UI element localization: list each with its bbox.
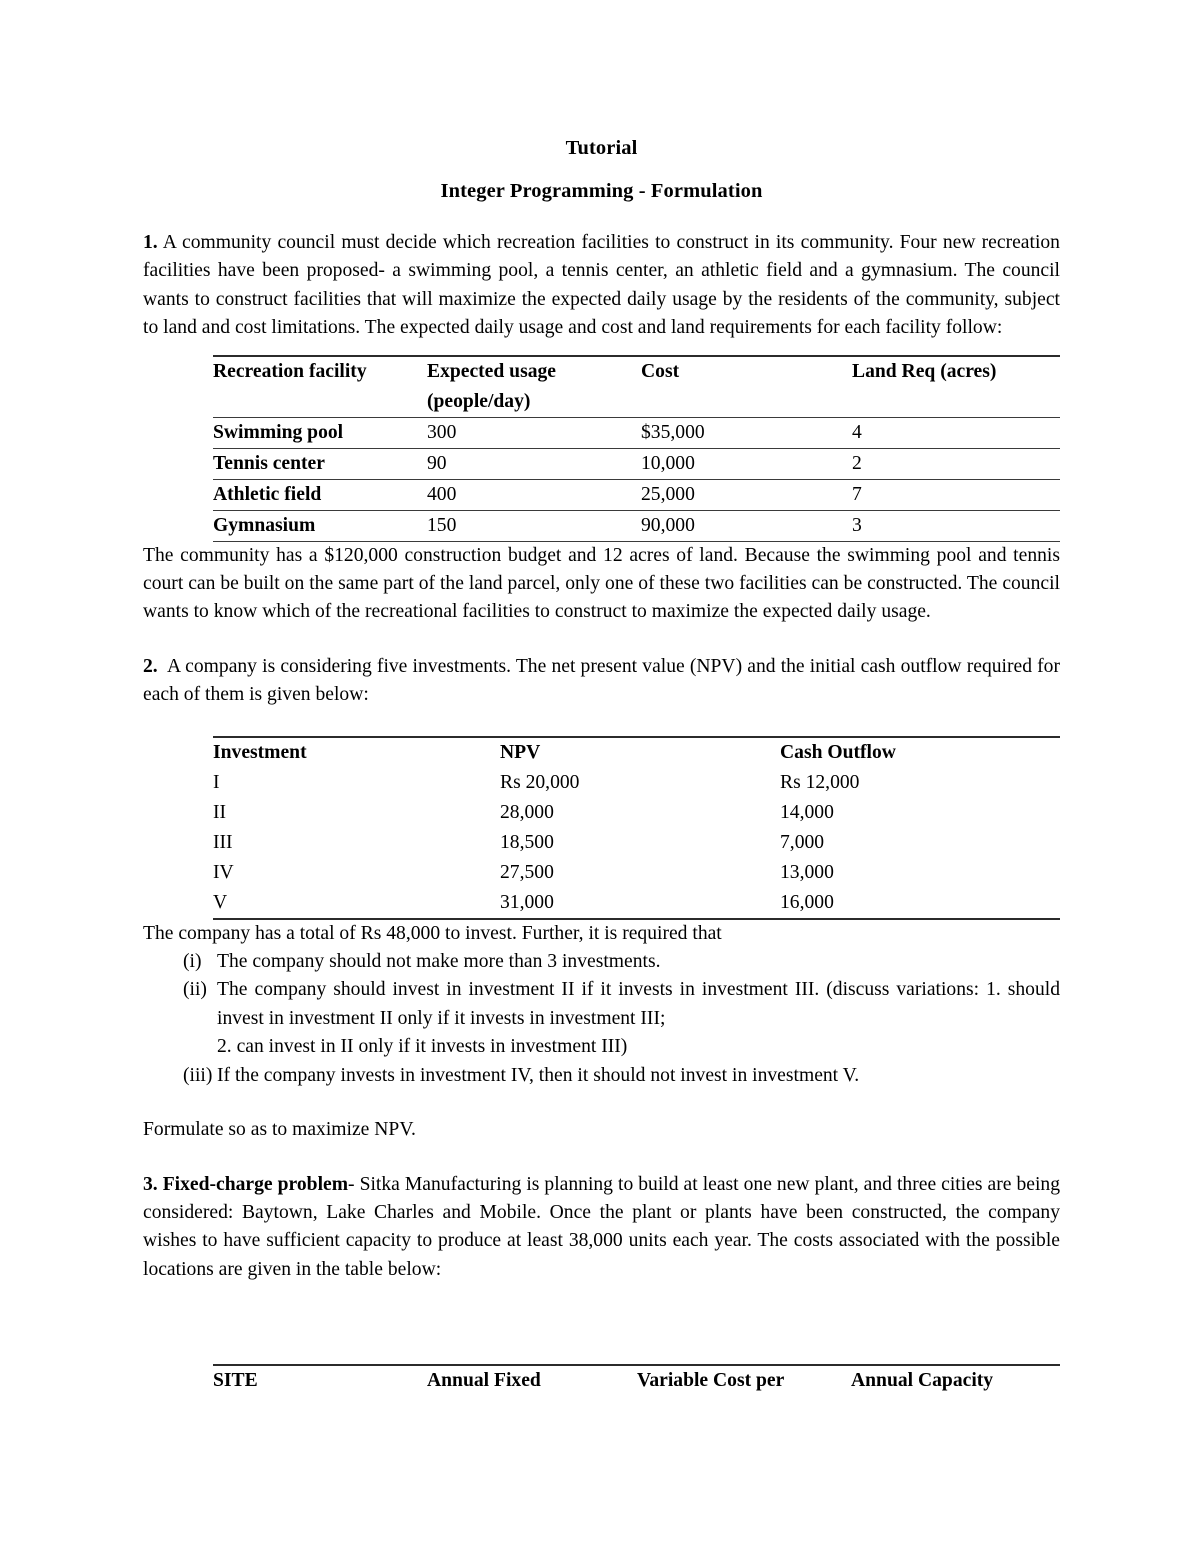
column-header-cost: Cost <box>641 356 852 387</box>
table-row <box>213 828 1060 858</box>
cell-investment: V <box>213 888 500 919</box>
conditions-list <box>143 948 1060 1090</box>
cell-usage: 150 <box>427 510 641 541</box>
question-3-text: - Sitka Manufacturing is planning to build at least one new plant, and three cities are being considered: Baytown, Lake Charles and Mobile. Once the plant or plants have been constructed, the company wishes to have sufficient capacity to produce at least 38,000 units each year. The costs associated with the possible locations are given in the table below: <box>143 1173 1060 1280</box>
cell-land: 2 <box>852 448 1060 479</box>
table-row <box>213 448 1060 479</box>
question-2-number: 2. <box>143 655 158 677</box>
table-row <box>213 768 1060 798</box>
list-item-text <box>217 976 1060 1061</box>
cell-outflow: Rs 12,000 <box>780 771 860 793</box>
question-1-text: A community council must decide which recreation facilities to construct in its community. Four new recreation facilities have been proposed- a swimming pool, a tennis center, an athletic field and a gymnasium. The council wants to construct facilities that will maximize the expected daily usage by the residents of the community, subject to land and cost limitations. The expected daily usage and cost and land requirements for each facility follow: <box>143 232 1060 339</box>
cell-investment: III <box>213 831 233 853</box>
cell-cost: 25,000 <box>641 479 852 510</box>
spacer <box>143 343 1060 355</box>
list-marker: (i) <box>183 951 202 973</box>
cell-usage: 300 <box>427 417 641 448</box>
column-header-land: Land Req (acres) <box>852 356 1060 387</box>
spacer <box>143 1145 1060 1171</box>
question-3-paragraph <box>143 1171 1060 1285</box>
cell-investment: IV <box>213 861 234 883</box>
page-subtitle: Integer Programming - Formulation <box>440 179 763 202</box>
cell-outflow: 7,000 <box>780 831 825 853</box>
column-header-land-cont <box>852 387 1060 418</box>
question-2-text: A company is considering five investments. The net present value (NPV) and the initial cash outflow required for each of them is given below: <box>143 655 1060 706</box>
page-title: Tutorial <box>565 137 638 159</box>
column-header-annual-capacity: Annual Capacity <box>851 1365 1060 1396</box>
table-row <box>213 479 1060 510</box>
list-item-text: The company should not make more than 3 investments. <box>217 951 661 973</box>
cell-investment: I <box>213 771 220 793</box>
list-marker: (ii) <box>183 979 207 1001</box>
list-item-text: If the company invests in investment IV, then it should not invest in investment V. <box>217 1064 860 1086</box>
spacer <box>143 1090 1060 1116</box>
question-1-number: 1. <box>143 232 158 253</box>
table-header-row <box>213 1365 1060 1396</box>
cell-facility: Swimming pool <box>213 417 427 448</box>
cell-cost: $35,000 <box>641 417 852 448</box>
question-1-paragraph <box>143 229 1060 343</box>
table-header-row <box>213 356 1060 387</box>
cell-outflow: 16,000 <box>780 888 1060 919</box>
list-marker: (iii) <box>183 1064 213 1086</box>
question-2-after-table: The company has a total of Rs 48,000 to invest. Further, it is required that <box>143 922 722 944</box>
question-2-closing: Formulate so as to maximize NPV. <box>143 1119 416 1141</box>
table-row <box>213 888 1060 919</box>
table-row <box>213 417 1060 448</box>
cell-npv: 27,500 <box>500 861 554 883</box>
list-item-main: The company should invest in investment II if it invests in investment III. (discuss variations: 1. should invest in investment II only if it invests in investment III; <box>217 979 1060 1029</box>
investment-table <box>213 736 1060 920</box>
cell-facility: Tennis center <box>213 448 427 479</box>
cell-npv: 31,000 <box>500 888 780 919</box>
list-item <box>143 948 1060 976</box>
spacer <box>143 1284 1060 1324</box>
investment-table-wrap <box>143 736 1060 920</box>
cell-facility: Athletic field <box>213 479 427 510</box>
cell-land: 4 <box>852 417 1060 448</box>
column-header-facility: Recreation facility <box>213 356 427 387</box>
cell-cost: 10,000 <box>641 448 852 479</box>
spacer <box>143 627 1060 653</box>
column-header-investment: Investment <box>213 737 500 768</box>
cell-cost: 90,000 <box>641 510 852 541</box>
cell-npv: 28,000 <box>500 801 554 823</box>
column-header-variable-cost: Variable Cost per <box>637 1365 851 1396</box>
recreation-facility-table <box>213 355 1060 542</box>
cell-outflow: 14,000 <box>780 801 834 823</box>
document-content <box>143 138 1060 1396</box>
question-3-number: 3. <box>143 1173 158 1195</box>
cell-outflow: 13,000 <box>780 861 834 883</box>
table-row <box>213 510 1060 541</box>
list-item <box>143 1062 1060 1090</box>
table-row <box>213 858 1060 888</box>
list-item <box>143 976 1060 1061</box>
column-header-usage-cont: (people/day) <box>427 390 531 412</box>
spacer <box>143 710 1060 736</box>
site-cost-table-wrap <box>143 1364 1060 1396</box>
spacer <box>143 1324 1060 1364</box>
cell-npv: Rs 20,000 <box>500 771 580 793</box>
cell-usage: 90 <box>427 448 641 479</box>
cell-investment: II <box>213 801 227 823</box>
cell-land: 3 <box>852 510 1060 541</box>
question-3-label: Fixed-charge problem <box>162 1173 349 1195</box>
column-header-annual-fixed: Annual Fixed <box>427 1365 637 1396</box>
site-cost-table <box>213 1364 1060 1396</box>
column-header-cash-outflow: Cash Outflow <box>780 737 1060 768</box>
column-header-facility-cont <box>213 387 427 418</box>
cell-facility: Gymnasium <box>213 510 427 541</box>
table-header-row-second-line <box>213 387 1060 418</box>
column-header-npv: NPV <box>500 737 780 768</box>
column-header-usage: Expected usage <box>427 356 641 387</box>
table-header-row <box>213 737 1060 768</box>
recreation-facility-table-wrap <box>143 355 1060 542</box>
cell-npv: 18,500 <box>500 831 554 853</box>
question-1-after-table: The community has a $120,000 construction budget and 12 acres of land. Because the swimming pool and tennis court can be built on the same part of the land parcel, only one of these two facilities can be constructed. The council wants to know which of the recreational facilities to construct to maximize the expected daily usage. <box>143 544 1060 623</box>
question-2-paragraph <box>143 653 1060 710</box>
column-header-site: SITE <box>213 1365 427 1396</box>
column-header-cost-cont <box>641 387 852 418</box>
list-item-subline: 2. can invest in II only if it invests in investment III) <box>217 1036 628 1058</box>
cell-usage: 400 <box>427 479 641 510</box>
cell-land: 7 <box>852 479 1060 510</box>
table-row <box>213 798 1060 828</box>
